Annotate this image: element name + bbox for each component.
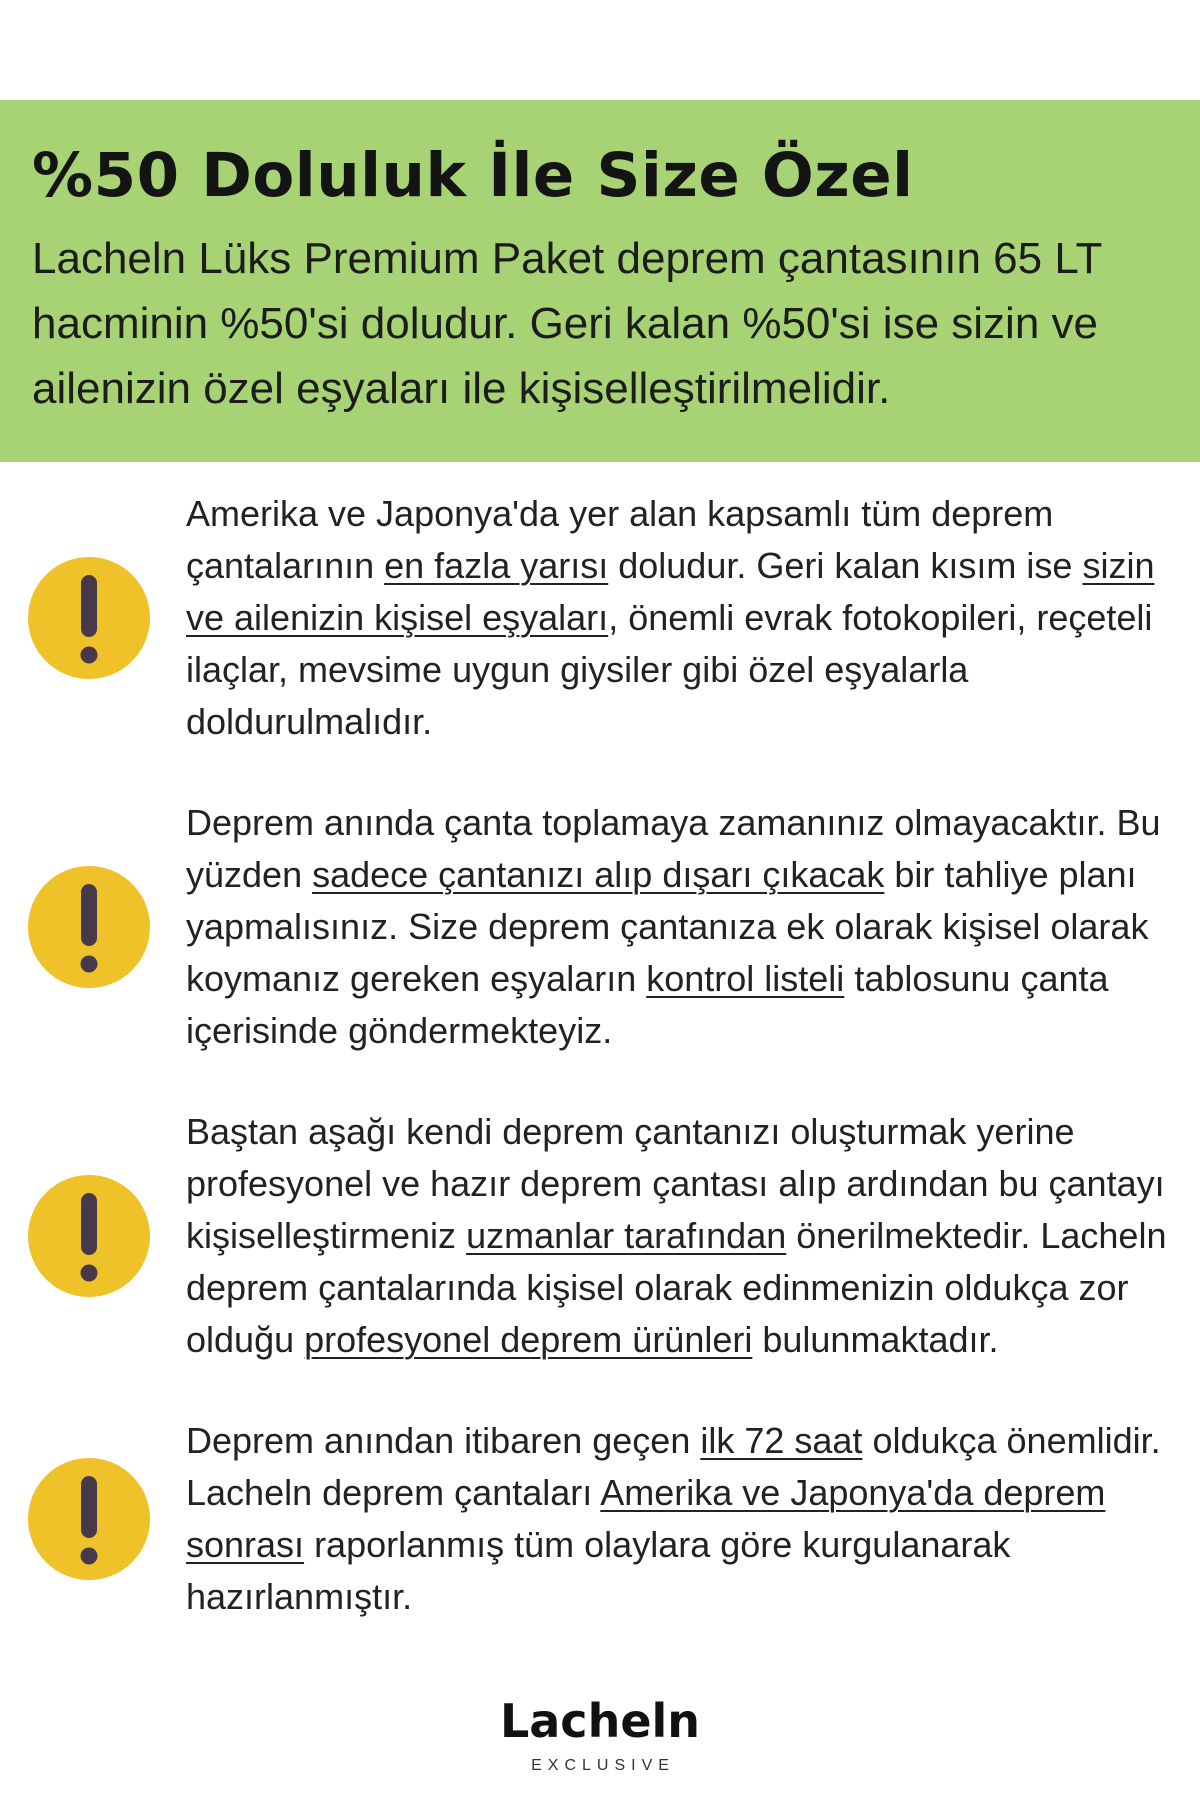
note-emphasis: ilk 72 saat (700, 1420, 863, 1461)
brand-logo (0, 1693, 1200, 1775)
note-text (186, 797, 1184, 1057)
brand-name: Lacheln (499, 1694, 701, 1748)
note-segment: oldukça önemlidir. Lacheln deprem çantaları (186, 1420, 1161, 1513)
info-note (0, 797, 1200, 1057)
note-emphasis: uzmanlar tarafından (466, 1215, 787, 1256)
note-segment: doludur. Geri kalan kısım ise (608, 545, 1083, 586)
note-emphasis: en fazla yarısı (384, 545, 609, 586)
note-segment: bir tahliye planı yapmalısınız. Size deprem çantanıza ek olarak kişisel olarak koymanız gereken eşyaların (186, 854, 1149, 999)
note-segment: önerilmektedir. Lacheln deprem çantalarında kişisel olarak edinmenizin oldukça zor olduğu (186, 1215, 1167, 1360)
info-note (0, 1415, 1200, 1623)
note-segment: Amerika ve Japonya'da yer alan kapsamlı tüm deprem çantalarının (186, 493, 1054, 586)
exclamation-icon (28, 866, 150, 988)
note-emphasis: kontrol listeli (646, 958, 845, 999)
exclamation-icon (28, 1458, 150, 1580)
note-segment: Deprem anından itibaren geçen (186, 1420, 701, 1461)
note-segment: Deprem anında çanta toplamaya zamanınız olmayacaktır. Bu yüzden (186, 802, 1161, 895)
note-segment: raporlanmış tüm olaylara göre kurgulanarak hazırlanmıştır. (186, 1524, 1011, 1617)
page-title: %50 Doluluk İle Size Özel (32, 140, 914, 211)
note-segment: bulunmaktadır. (752, 1319, 999, 1360)
note-segment: , önemli evrak fotokopileri, reçeteli ilaçlar, mevsime uygun giysiler gibi özel eşyalarla doldurulmalıdır. (186, 597, 1153, 742)
info-note (0, 1106, 1200, 1366)
note-emphasis: profesyonel deprem ürünleri (304, 1319, 753, 1360)
note-emphasis: sizin ve ailenizin kişisel eşyaları (186, 545, 1155, 638)
note-segment: Baştan aşağı kendi deprem çantanızı oluşturmak yerine profesyonel ve hazır deprem çantası alıp ardından bu çantayı kişiselleştirmeniz (186, 1111, 1165, 1256)
note-emphasis: Amerika ve Japonya'da deprem sonrası (186, 1472, 1106, 1565)
info-notes (0, 488, 1200, 1623)
brand-subtitle: EXCLUSIVE (531, 1757, 675, 1774)
header-banner (0, 100, 1200, 462)
exclamation-icon (28, 557, 150, 679)
note-text (186, 1106, 1184, 1366)
note-emphasis: sadece çantanızı alıp dışarı çıkacak (312, 854, 885, 895)
exclamation-icon (28, 1175, 150, 1297)
note-text (186, 488, 1184, 748)
info-note (0, 488, 1200, 748)
banner-description: Lacheln Lüks Premium Paket deprem çantasının 65 LT hacminin %50'si doludur. Geri kalan %50'si ise sizin ve ailenizin özel eşyaları ile kişiselleştirilmelidir. (32, 234, 1102, 413)
note-text (186, 1415, 1184, 1623)
note-segment: tablosunu çanta içerisinde göndermekteyiz. (186, 958, 1109, 1051)
